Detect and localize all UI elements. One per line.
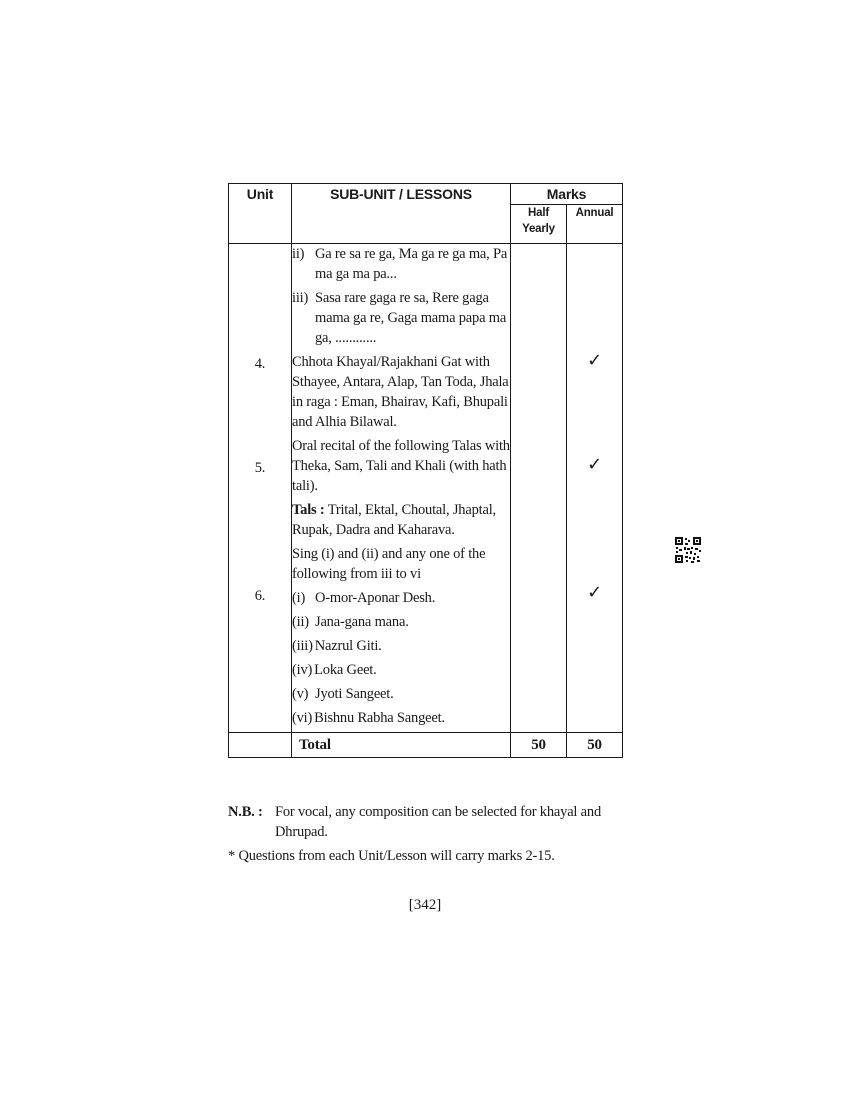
song-label: (iii) (292, 638, 313, 654)
half-yearly-column-cell (511, 244, 567, 733)
total-half-yearly: 50 (511, 733, 567, 758)
unit-6-lesson-text: Sing (i) and (ii) and any one of the following from iii to vi (292, 546, 486, 582)
list-item (292, 288, 510, 348)
song-item (292, 684, 510, 704)
song-item (292, 708, 510, 728)
check-icon: ✓ (587, 350, 602, 371)
song-label: (v) (292, 686, 309, 702)
song-text: O-mor-Aponar Desh. (315, 590, 436, 606)
header-sub-unit-lessons: SUB-UNIT / LESSONS (292, 184, 511, 244)
song-text: Bishnu Rabha Sangeet. (314, 710, 445, 726)
nb-note (228, 802, 628, 842)
item-label: ii) (292, 246, 305, 262)
marks-note: * Questions from each Unit/Lesson will carry marks 2-15. (228, 848, 555, 864)
annual-column-cell (567, 244, 623, 733)
total-annual: 50 (567, 733, 623, 758)
table-row-total (229, 733, 623, 758)
song-label: (iv) (292, 662, 313, 678)
unit-5-lesson-text: Oral recital of the following Talas with Theka, Sam, Tali and Khali (with hath tali). (292, 438, 510, 494)
song-label: (vi) (292, 710, 313, 726)
list-item (292, 244, 510, 284)
table-row-lessons (229, 244, 623, 733)
item-text: Sasa rare gaga re sa, Rere gaga mama ga re, Gaga mama papa ma ga, ............ (315, 290, 507, 346)
check-icon: ✓ (587, 454, 602, 475)
tals-paragraph (292, 500, 510, 540)
song-text: Loka Geet. (314, 662, 377, 678)
song-text: Jana-gana mana. (315, 614, 409, 630)
syllabus-table-container (228, 183, 622, 758)
check-icon: ✓ (587, 582, 602, 603)
song-text: Jyoti Sangeet. (315, 686, 394, 702)
unit-number-6: 6. (254, 588, 266, 604)
unit-number-5: 5. (254, 460, 266, 476)
header-unit: Unit (229, 184, 292, 244)
header-marks: Marks (511, 184, 623, 205)
nb-label: N.B. : (228, 804, 263, 820)
total-label: Total (292, 733, 511, 758)
song-text: Nazrul Giti. (314, 638, 382, 654)
page-number: [342] (408, 897, 442, 913)
lessons-column-cell (292, 244, 511, 733)
tals-text: Trital, Ektal, Choutal, Jhaptal, Rupak, Dadra and Kaharava. (292, 502, 496, 538)
footnotes (228, 802, 628, 866)
header-annual: Annual (567, 205, 623, 244)
tals-label: Tals : (292, 502, 325, 518)
nb-text: For vocal, any composition can be selected for khayal and Dhrupad. (275, 804, 602, 840)
song-label: (ii) (292, 614, 309, 630)
total-unit-cell (229, 733, 292, 758)
song-item (292, 588, 510, 608)
syllabus-table (228, 183, 623, 758)
qr-code-icon[interactable] (675, 537, 701, 563)
song-item (292, 636, 510, 656)
item-text: Ga re sa re ga, Ma ga re ga ma, Pa ma ga ma pa... (315, 246, 508, 282)
header-half-yearly: Half Yearly (511, 205, 567, 244)
song-item (292, 660, 510, 680)
item-label: iii) (292, 290, 309, 306)
unit-column-cell (229, 244, 292, 733)
song-label: (i) (292, 590, 306, 606)
unit-4-lesson-text: Chhota Khayal/Rajakhani Gat with Sthayee, Antara, Alap, Tan Toda, Jhala in raga : Eman, Bhairav, Kafi, Bhupali and Alhia Bilawal. (292, 354, 509, 430)
song-item (292, 612, 510, 632)
unit-number-4: 4. (254, 356, 266, 372)
